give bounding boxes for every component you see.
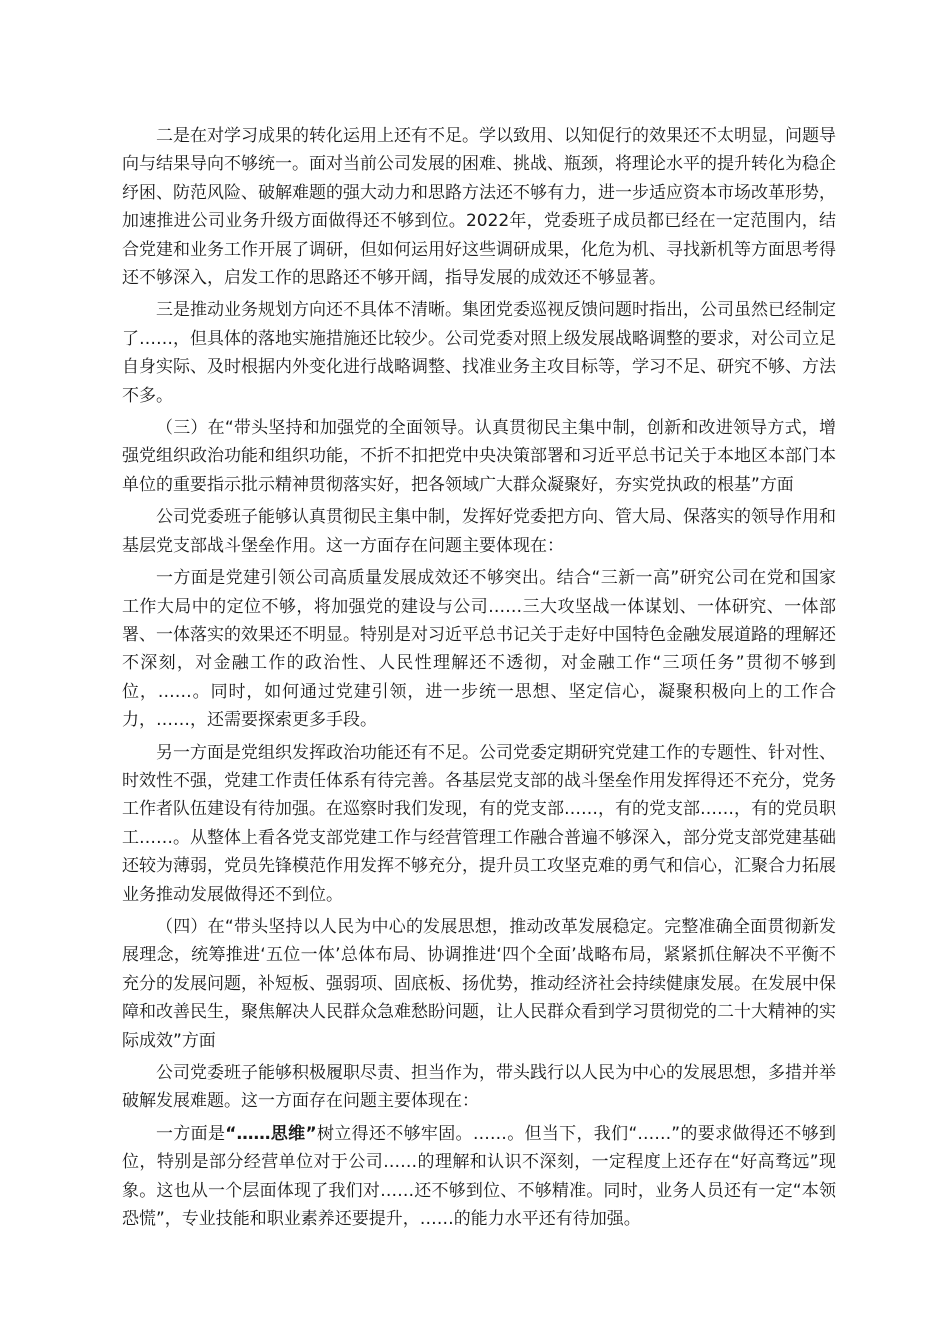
thinking-prefix: 一方面是 (156, 1123, 226, 1144)
section-heading-three (122, 414, 836, 499)
document-body (122, 122, 836, 1237)
paragraph-democratic-centralism: 公司党委班子能够认真贯彻民主集中制，发挥好党委把方向、管大局、保落实的领导作用和基层党支部战斗堡垒作用。这一方面存在问题主要体现在： (122, 507, 836, 556)
paragraph-thinking (122, 1120, 836, 1234)
heading-suffix: 方面 (181, 1030, 216, 1051)
paragraph-learning-application: 二是在对学习成果的转化运用上还有不足。学以致用、以知促行的效果还不太明显，问题导向与结果导向不够统一。面对当前公司发展的困难、挑战、瓶颈，将理论水平的提升转化为稳企纾困、防范风险、破解难题的强大动力和思路方法还不够有力，进一步适应资本市场改革形势，加速推进公司业务升级方面做得还不够到位。2022年，党委班子成员都已经在一定范围内，结合党建和业务工作开展了调研，但如何运用好这些调研成果，化危为机、寻找新机等方面思考得还不够深入，启发工作的思路还不够开阔，指导发展的成效还不够显著。 (122, 126, 836, 289)
heading-prefix: （三）在 (156, 418, 225, 439)
paragraph-party-building-leadership: 一方面是党建引领公司高质量发展成效还不够突出。结合“三新一高”研究公司在党和国家工作大局中的定位不够，将加强党的建设与公司……三大攻坚战一体谋划、一体研究、一体部署、一体落实的效果还不明显。特别是对习近平总书记关于走好中国特色金融发展道路的理解还不深刻，对金融工作的政治性、人民性理解还不透彻，对金融工作“三项任务”贯彻不够到位，……。同时，如何通过党建引领，进一步统一思想、坚定信心，凝聚积极向上的工作合力，……，还需要探索更多手段。 (122, 568, 836, 731)
thinking-suffix: 树立得还不够牢固。……。但当下，我们“……”的要求做得还不够到位，特别是部分经营单位对于公司……的理解和认识不深刻，一定程度上还存在“好高骛远”现象。这也从一个层面体现了我们对……还不够到位、不够精准。同时，业务人员还有一定“本领恐慌”，专业技能和职业素养还要提升，……的能力水平还有待加强。 (122, 1123, 836, 1230)
section-heading-four (122, 913, 836, 1055)
paragraph-business-planning: 三是推动业务规划方向还不具体不清晰。集团党委巡视反馈问题时指出，公司虽然已经制定了……，但具体的落地实施措施还比较少。公司党委对照上级发展战略调整的要求，对公司立足自身实际、及时根据内外变化进行战略调整、找准业务主攻目标等，学习不足、研究不够、方法不多。 (122, 300, 836, 406)
paragraph-people-centered: 公司党委班子能够积极履职尽责、担当作为，带头践行以人民为中心的发展思想，多措并举破解发展难题。这一方面存在问题主要体现在： (122, 1063, 836, 1112)
paragraph-political-function: 另一方面是党组织发挥政治功能还有不足。公司党委定期研究党建工作的专题性、针对性、时效性不强，党建工作责任体系有待完善。各基层党支部的战斗堡垒作用发挥得还不充分，党务工作者队伍建设有待加强。在巡察时我们发现，有的党支部……，有的党支部……，有的党员职工……。从整体上看各党支部党建工作与经营管理工作融合普遍不够深入，部分党支部党建基础还较为薄弱，党员先锋模范作用发挥不够充分，提升员工攻坚克难的勇气和信心，汇聚合力拓展业务推动发展做得还不到位。 (122, 742, 836, 905)
heading-quote: “带头坚持和加强党的全面领导。认真贯彻民主集中制，创新和改进领导方式，增强党组织政治功能和组织功能，不折不扣把党中央决策部署和习近平总书记关于本地区本部门本单位的重要指示批示精神贯彻落实好，把各领域广大群众凝聚好，夯实党执政的根基” (122, 418, 836, 495)
thinking-quote: “……思维” (225, 1123, 317, 1144)
heading-suffix: 方面 (759, 474, 794, 495)
heading-quote: “带头坚持以人民为中心的发展思想，推动改革发展稳定。完整准确全面贯彻新发展理念，统筹推进‘五位一体’总体布局、协调推进‘四个全面’战略布局，紧紧抓住解决不平衡不充分的发展问题，补短板、强弱项、固底板、扬优势，推动经济社会持续健康发展。在发展中保障和改善民生，聚焦解决人民群众急难愁盼问题，让人民群众看到学习贯彻党的二十大精神的实际成效” (122, 916, 836, 1051)
heading-prefix: （四）在 (156, 916, 225, 937)
